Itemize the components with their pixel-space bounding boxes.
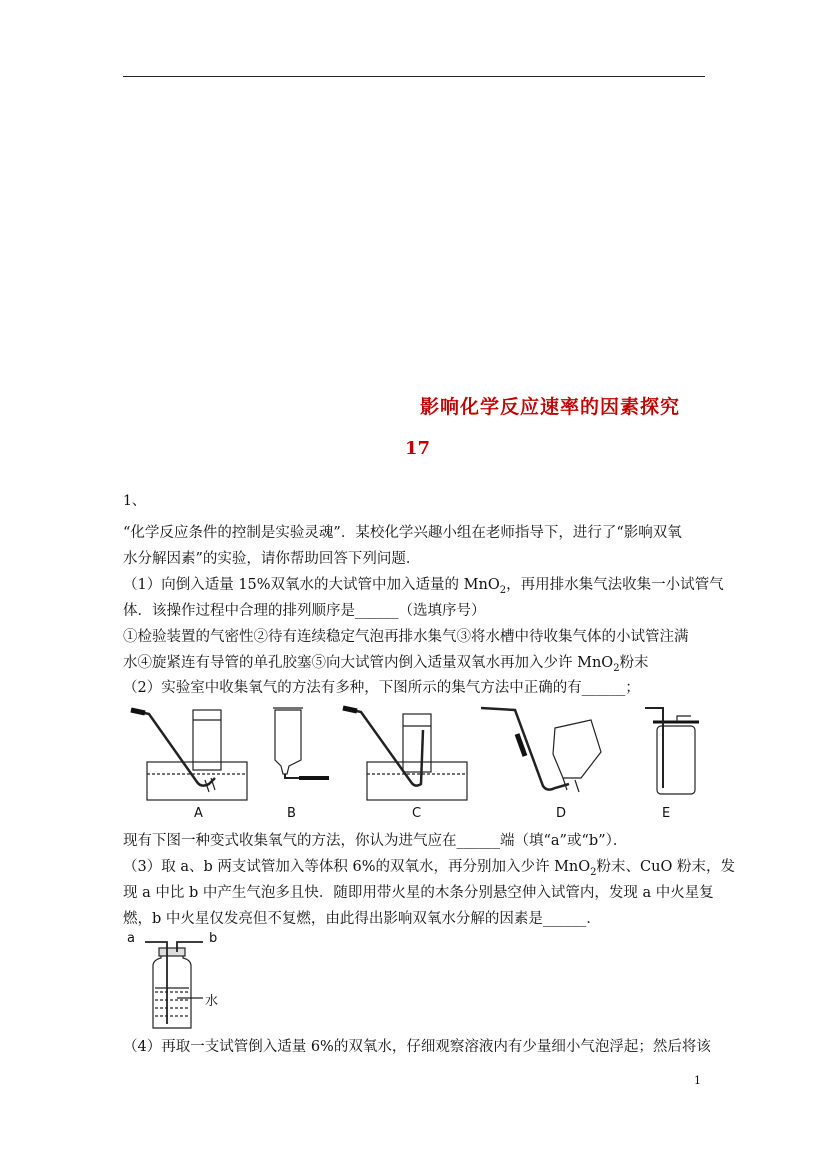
apparatus-d: [481, 708, 601, 792]
intro-line-2: 水分解因素”的实验，请你帮助回答下列问题．: [123, 551, 421, 567]
label-d: D: [556, 806, 567, 821]
part1-line-1-text-b: ，再用排水集气法收集一小试管气: [506, 577, 724, 593]
part1-line-1-text-a: （1）向倒入适量 15%双氧水的大试管中加入适量的 MnO: [123, 577, 500, 593]
intro-line-1: “化学反应条件的控制是实验灵魂”．某校化学兴趣小组在老师指导下，进行了“影响双氧: [123, 525, 682, 541]
part2-line-1: （2）实验室中收集氧气的方法有多种，下图所示的集气方法中正确的有______；: [123, 680, 640, 696]
part1-line-4-subscript: 2: [613, 662, 620, 674]
label-a: A: [194, 806, 203, 821]
apparatus-a: [131, 710, 247, 800]
apparatus-e: [645, 708, 699, 794]
tube-label-a: a: [127, 931, 135, 946]
header-rule: [123, 76, 705, 77]
label-e: E: [662, 806, 671, 821]
label-b: B: [287, 806, 296, 821]
question-number: 1、: [123, 493, 146, 509]
water-label: 水: [205, 994, 219, 1009]
part1-line-3: ①检验装置的气密性②待有连续稳定气泡再排水集气③将水槽中待收集气体的小试管注满: [123, 629, 689, 645]
apparatus-b: [273, 708, 329, 778]
tube-label-b: b: [209, 931, 218, 946]
part1-line-4-text-a: 水④旋紧连有导管的单孔胶塞⑤向大试管内倒入适量双氧水再加入少许 MnO: [123, 655, 614, 671]
page-number: 1: [694, 1074, 701, 1087]
gas-bottle-figure: [123, 928, 243, 1038]
page-title: 影响化学反应速率的因素探究: [420, 396, 681, 418]
part2-line-2: 现有下图一种变式收集氧气的方法，你认为进气应在______端（填“a”或“b”）．: [123, 833, 628, 849]
part3-line-3: 燃，b 中火星仅发亮但不复燃，由此得出影响双氧水分解的因素是______．: [123, 911, 601, 927]
part1-line-4-text-b: 粉末: [619, 655, 649, 671]
part4-line-1: （4）再取一支试管倒入适量 6%的双氧水，仔细观察溶液内有少量细小气泡浮起；然后将该: [123, 1039, 711, 1055]
apparatus-c: [343, 708, 467, 800]
part3-line-1-text-b: 粉末、CuO 粉末，发: [596, 859, 735, 875]
gas-collection-figure: [123, 700, 705, 826]
part1-line-2: 体．该操作过程中合理的排列顺序是______（选填序号）: [123, 603, 486, 619]
title-number: 17: [405, 438, 431, 459]
part3-line-2: 现 a 中比 b 中产生气泡多且快．随即用带火星的木条分别悬空伸入试管内，发现 a 中火星复: [123, 885, 714, 901]
part3-line-1-subscript: 2: [590, 866, 597, 878]
gas-bottle-drawing: [123, 928, 243, 1038]
part1-line-1-subscript: 2: [499, 584, 507, 596]
part3-line-1-text-a: （3）取 a、b 两支试管加入等体积 6%的双氧水，再分别加入少许 MnO: [123, 859, 591, 875]
label-c: C: [412, 806, 422, 821]
